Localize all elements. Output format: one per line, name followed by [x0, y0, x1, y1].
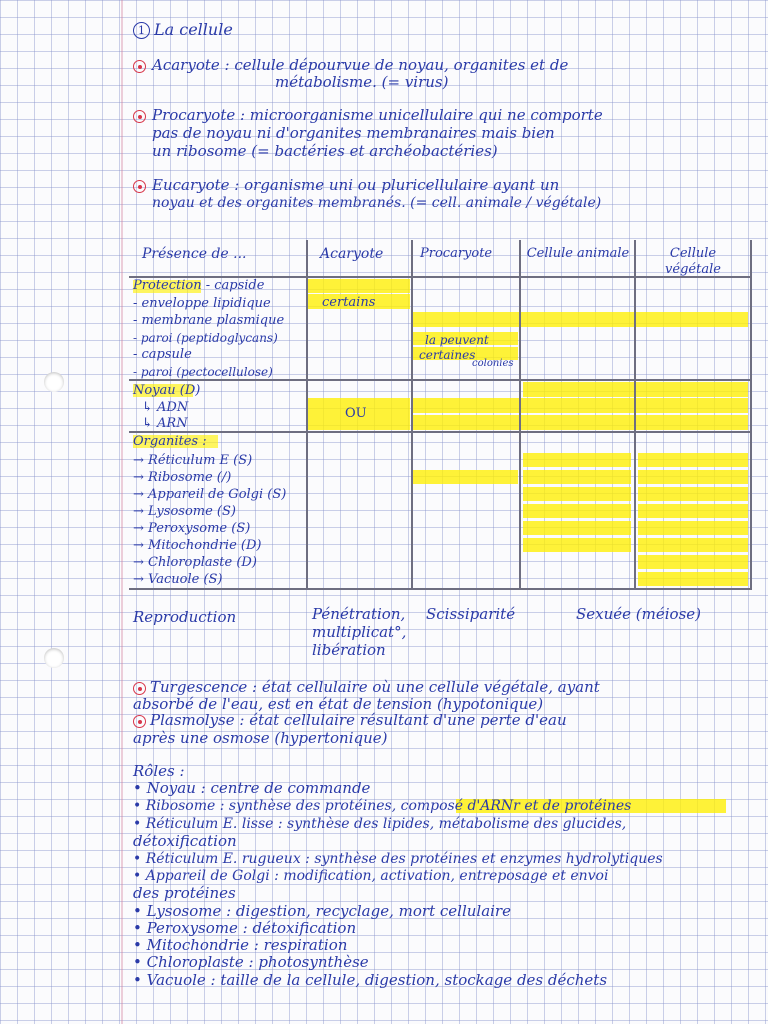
- reproduction-eucaryote: Sexuée (méiose): [576, 605, 702, 623]
- highlight-vegetale-peroxysome: [638, 521, 748, 535]
- row-paroi-peptido: - paroi (peptidoglycans): [133, 331, 278, 345]
- highlight-vegetale-mitochondrie: [638, 538, 748, 552]
- highlight-animale-ribosome: [523, 470, 631, 484]
- row-arn: ↳ ARN: [142, 416, 188, 431]
- row-ribosome: → Ribosome (/): [133, 470, 232, 485]
- highlight-animale-reticulum: [523, 453, 631, 467]
- row-vacuole: → Vacuole (S): [133, 572, 223, 587]
- highlight-membrane-row: [413, 312, 748, 327]
- row-peroxysome: → Peroxysome (S): [133, 521, 251, 536]
- row-capside: Protection - capside: [133, 278, 265, 293]
- highlight-vegetale-reticulum: [638, 453, 748, 467]
- page-title: La cellule: [154, 20, 233, 39]
- section-number: 1: [133, 22, 150, 39]
- definition-procaryote-line-1: Procaryote : microorganisme unicellulaire qui ne comporte: [152, 106, 603, 124]
- highlight-vegetale-chloroplaste: [638, 555, 748, 569]
- row-adn: ↳ ADN: [142, 400, 189, 415]
- role-vacuole: • Vacuole : taille de la cellule, digestion, stockage des déchets: [133, 971, 608, 989]
- row-reticulum: → Réticulum E (S): [133, 453, 253, 468]
- row-lysosome: → Lysosome (S): [133, 504, 236, 519]
- state-turgescence-line-1: Turgescence : état cellulaire où une cellule végétale, ayant: [150, 678, 600, 696]
- binder-hole-top: [44, 372, 64, 392]
- row-noyau: Noyau (D): [133, 383, 201, 398]
- role-golgi-line-1: • Appareil de Golgi : modification, activation, entreposage et envoi: [133, 868, 609, 884]
- row-enveloppe: - enveloppe lipidique: [133, 296, 271, 311]
- highlight-vegetale-golgi: [638, 487, 748, 501]
- row-organites: Organites :: [133, 434, 207, 449]
- note-certaines: certaines: [419, 348, 476, 362]
- reproduction-acaryote-line-3: libération: [312, 641, 386, 659]
- table-bottom-line: [129, 588, 751, 590]
- state-plasmolyse-line-1: Plasmolyse : état cellulaire résultant d'une perte d'eau: [150, 711, 567, 729]
- highlight-animale-lysosome: [523, 504, 631, 518]
- reproduction-acaryote-line-1: Pénétration,: [312, 605, 406, 623]
- red-bullet-icon: [133, 180, 146, 193]
- row-paroi-pecto: - paroi (pectocellulose): [133, 365, 273, 379]
- definition-acaryote-line-2: métabolisme. (= virus): [275, 73, 449, 91]
- note-ou: OU: [345, 406, 367, 421]
- table-col-line-3: [519, 240, 521, 590]
- reproduction-procaryote: Scissiparité: [426, 605, 516, 623]
- red-bullet-icon: [133, 682, 146, 695]
- highlight-adn-row: [413, 398, 748, 413]
- table-header-presence: Présence de ...: [142, 246, 247, 262]
- note-colonies: colonies: [472, 358, 514, 369]
- role-reticulum-lisse-line-2: détoxification: [133, 832, 237, 850]
- reproduction-label: Reproduction: [133, 608, 237, 626]
- definition-eucaryote-line-1: Eucaryote : organisme uni ou pluricellulaire ayant un: [152, 176, 560, 194]
- table-col-line-1: [306, 240, 308, 590]
- highlight-animale-peroxysome: [523, 521, 631, 535]
- role-chloroplaste: • Chloroplaste : photosynthèse: [133, 953, 369, 971]
- highlight-acaryote-capside: [307, 279, 410, 293]
- definition-eucaryote-line-2: noyau et des organites membranés. (= cell. animale / végétale): [152, 195, 602, 211]
- note-certains: certains: [322, 295, 376, 310]
- definition-procaryote-line-3: un ribosome (= bactéries et archéobactéries): [152, 142, 498, 160]
- table-header-acaryote: Acaryote: [320, 246, 384, 262]
- role-mitochondrie: • Mitochondrie : respiration: [133, 936, 348, 954]
- row-capsule: - capsule: [133, 347, 192, 362]
- role-reticulum-lisse-line-1: • Réticulum E. lisse : synthèse des lipides, métabolisme des glucides,: [133, 816, 627, 832]
- reproduction-acaryote-line-2: multiplicat°,: [312, 623, 407, 641]
- definition-acaryote-line-1: Acaryote : cellule dépourvue de noyau, organites et de: [152, 56, 569, 74]
- table-header-animale: Cellule animale: [526, 246, 630, 261]
- role-golgi-line-2: des protéines: [133, 884, 236, 902]
- state-plasmolyse-line-2: après une osmose (hypertonique): [133, 729, 388, 747]
- role-peroxysome: • Peroxysome : détoxification: [133, 919, 357, 937]
- table-header-procaryote: Procaryote: [420, 246, 493, 261]
- row-membrane: - membrane plasmique: [133, 313, 285, 328]
- row-chloroplaste: → Chloroplaste (D): [133, 555, 257, 570]
- state-turgescence-line-2: absorbé de l'eau, est en état de tension (hypotonique): [133, 695, 544, 713]
- highlight-procaryote-ribosome: [413, 470, 518, 484]
- note-peuvent: la peuvent: [425, 333, 489, 347]
- highlight-vegetale-lysosome: [638, 504, 748, 518]
- table-col-line-2: [411, 240, 413, 590]
- row-golgi: → Appareil de Golgi (S): [133, 487, 287, 502]
- row-mitochondrie: → Mitochondrie (D): [133, 538, 262, 553]
- highlight-animale-mitochondrie: [523, 538, 631, 552]
- binder-hole-bottom: [44, 648, 64, 668]
- red-bullet-icon: [133, 110, 146, 123]
- role-reticulum-rugueux: • Réticulum E. rugueux : synthèse des protéines et enzymes hydrolytiques: [133, 851, 663, 867]
- roles-heading: Rôles :: [133, 762, 185, 780]
- table-header-vegetale: Cellule végétale: [665, 246, 721, 277]
- highlight-vegetale-ribosome: [638, 470, 748, 484]
- red-bullet-icon: [133, 715, 146, 728]
- highlight-vegetale-vacuole: [638, 572, 748, 586]
- role-noyau: • Noyau : centre de commande: [133, 779, 371, 797]
- highlight-animale-golgi: [523, 487, 631, 501]
- red-bullet-icon: [133, 60, 146, 73]
- table-line-noyau: [129, 431, 751, 433]
- table-col-line-4: [634, 240, 636, 590]
- role-ribosome: • Ribosome : synthèse des protéines, composé d'ARNr et de protéines: [133, 798, 632, 814]
- page-margin-line: [121, 0, 123, 1024]
- table-col-line-5: [750, 240, 752, 590]
- highlight-arn-row: [413, 415, 748, 430]
- role-lysosome: • Lysosome : digestion, recyclage, mort cellulaire: [133, 902, 511, 920]
- definition-procaryote-line-2: pas de noyau ni d'organites membranaires mais bien: [152, 124, 555, 142]
